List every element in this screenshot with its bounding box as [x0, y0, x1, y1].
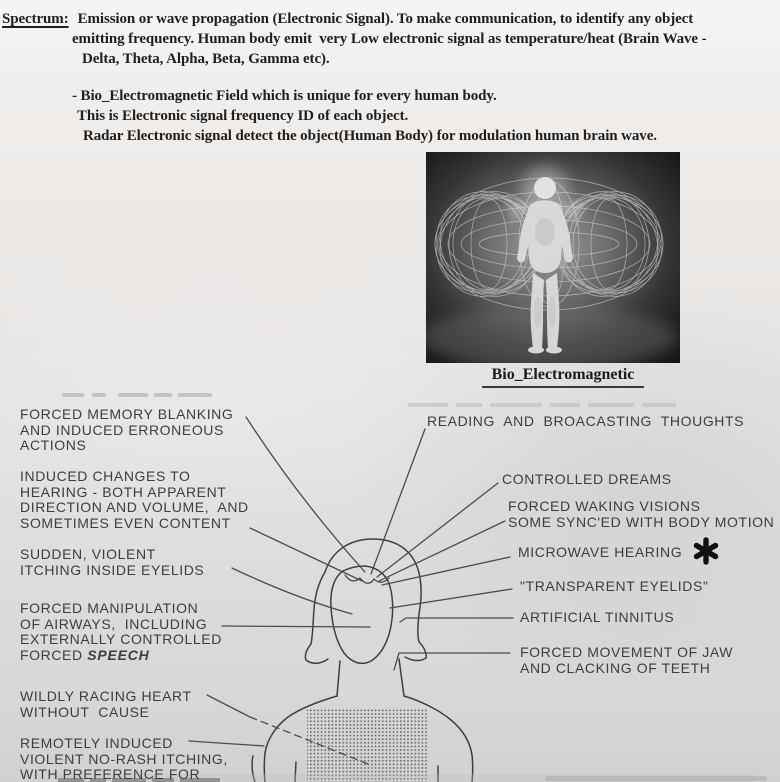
speech-emphasis: SPEECH: [87, 646, 150, 663]
symptom-label-eyelid-itching: SUDDEN, VIOLENT ITCHING INSIDE EYELIDS: [20, 546, 205, 578]
symptom-label-tinnitus: ARTIFICIAL TINNITUS: [520, 609, 675, 625]
heavy-asterisk-icon: [697, 540, 716, 562]
cropped-text-artifact-mid: [408, 403, 676, 407]
leader-reading-thoughts: [371, 429, 425, 574]
leader-racing-heart-solid: [207, 695, 250, 717]
leader-jaw: [394, 653, 510, 670]
symptom-label-hearing-changes: INDUCED CHANGES TO HEARING - BOTH APPARENT DIRECTION AND VOLUME, AND SOMETIMES EVEN CONTENT: [20, 468, 249, 531]
hair-outline-right: [325, 539, 426, 661]
spectrum-heading: Spectrum:: [2, 11, 69, 27]
symptom-label-waking-visions: FORCED WAKING VISIONS SOME SYNC'ED WITH BODY MOTION: [508, 498, 775, 530]
chest-hatch-patch: [307, 708, 428, 782]
neck-line-right: [399, 659, 404, 696]
spectrum-line-text: Emission or wave propagation (Electronic Signal). To make communication, to identify any object: [77, 11, 694, 27]
bio-line: This is Electronic signal frequency ID of each object.: [77, 108, 409, 124]
speech-prefix: FORCED: [20, 646, 88, 663]
neck-line-left: [337, 661, 340, 696]
leader-hearing-changes: [250, 528, 362, 581]
symptom-label-racing-heart: WILDLY RACING HEART WITHOUT CAUSE: [20, 688, 192, 720]
hair-outline-left: [305, 572, 328, 663]
symptom-label-controlled-dreams: CONTROLLED DREAMS: [502, 471, 672, 487]
spectrum-line: Delta, Theta, Alpha, Beta, Gamma etc).: [82, 51, 330, 67]
leader-controlled-dreams: [377, 483, 498, 577]
bio-line: - Bio_Electromagnetic Field which is unique for every human body.: [72, 88, 497, 104]
symptom-label-transparent-eyelids: "TRANSPARENT EYELIDS": [520, 578, 709, 594]
symptom-label-jaw-movement: FORCED MOVEMENT OF JAW AND CLACKING OF TEETH: [520, 644, 734, 676]
bio-line: Radar Electronic signal detect the object(Human Body) for modulation human brain wave.: [83, 128, 657, 144]
spectrum-line: emitting frequency. Human body emit very Low electronic signal as temperature/heat (Brain Wave -: [72, 31, 707, 47]
leader-airways: [222, 626, 370, 627]
leader-transparent-eyelids: [390, 589, 512, 608]
symptom-label-airways: FORCED MANIPULATION OF AIRWAYS, INCLUDING EXTERNALLY CONTROLLED FORCED SPEECH: [20, 600, 222, 663]
symptom-label-memory-blanking: FORCED MEMORY BLANKING AND INDUCED ERRONEOUS ACTIONS: [20, 406, 234, 453]
leader-eyelid-itching: [232, 568, 352, 614]
leader-memory-blanking: [246, 417, 365, 572]
symptom-label-microwave-hearing: MICROWAVE HEARING: [518, 544, 683, 560]
figure-caption: Bio_Electromagnetic: [458, 366, 668, 388]
leader-tinnitus: [400, 618, 513, 622]
symptom-label-reading-thoughts: READING AND BROACASTING THOUGHTS: [427, 413, 745, 429]
cropped-text-artifact-top: [62, 393, 212, 397]
symptom-label-remote-itching: REMOTELY INDUCED VIOLENT NO-RASH ITCHING, WITH PREFERENCE FOR: [20, 735, 228, 782]
